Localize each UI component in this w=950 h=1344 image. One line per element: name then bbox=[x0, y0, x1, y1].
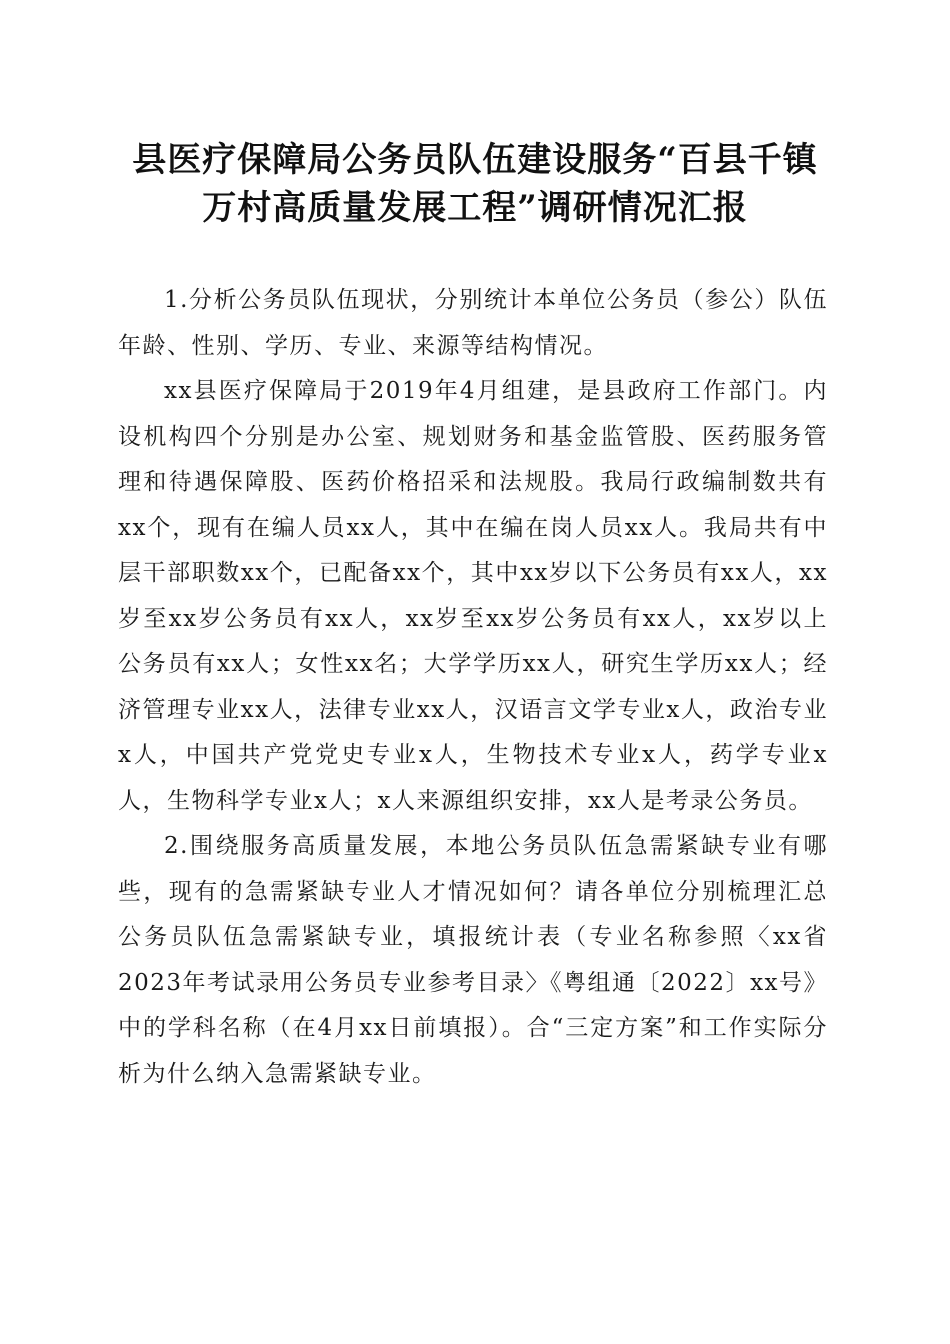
paragraph-section-1-heading: 1.分析公务员队伍现状，分别统计本单位公务员（参公）队伍年龄、性别、学历、专业、来源等结构情况。 bbox=[118, 287, 828, 359]
title-line-1: 县医疗保障局公务员队伍建设服务“百县千镇 bbox=[132, 140, 818, 180]
title-line-2: 万村高质量发展工程”调研情况汇报 bbox=[202, 188, 748, 228]
paragraph-staff-status: xx县医疗保障局于2019年4月组建，是县政府工作部门。内设机构四个分别是办公室、规划财务和基金监管股、医药服务管理和待遇保障股、医药价格招采和法规股。我局行政编制数共有xx个，现有在编人员xx人，其中在编在岗人员xx人。我局共有中层干部职数xx个，已配备xx个，其中xx岁以下公务员有xx人，xx岁至xx岁公务员有xx人，xx岁至xx岁公务员有xx人，xx岁以上公务员有xx人；女性xx名；大学学历xx人，研究生学历xx人；经济管理专业xx人，法律专业xx人，汉语言文学专业x人，政治专业x人，中国共产党党史专业x人，生物技术专业x人，药学专业x人，生物科学专业x人；x人来源组织安排，xx人是考录公务员。 bbox=[118, 378, 828, 814]
document-body bbox=[118, 278, 828, 1097]
paragraph-section-2-heading: 2.围绕服务高质量发展，本地公务员队伍急需紧缺专业有哪些，现有的急需紧缺专业人才情况如何？请各单位分别梳理汇总公务员队伍急需紧缺专业，填报统计表（专业名称参照〈xx省2023年考试录用公务员专业参考目录〉《粤组通〔2022〕xx号》中的学科名称（在4月xx日前填报）。合“三定方案”和工作实际分析为什么纳入急需紧缺专业。 bbox=[118, 833, 829, 1087]
document-title bbox=[90, 136, 860, 232]
